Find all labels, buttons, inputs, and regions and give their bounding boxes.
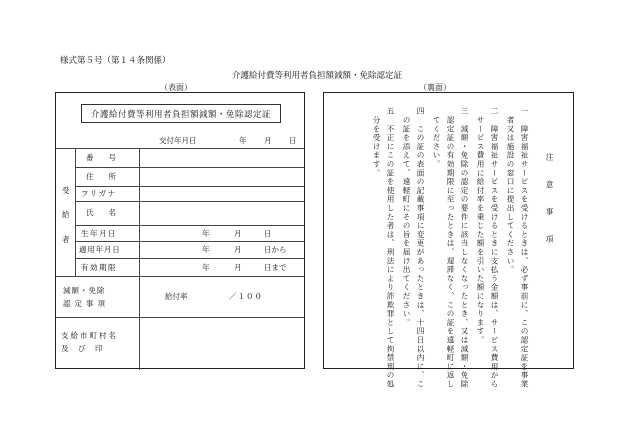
back-caption: （裏面）	[419, 83, 451, 92]
valid-day-until: 日まで	[264, 263, 287, 272]
address-label: 住 所	[86, 172, 116, 181]
payer-label-line2: 及 び 印	[61, 344, 104, 353]
row-line	[56, 276, 304, 277]
valid-month: 月	[234, 263, 242, 272]
name-label: 氏 名	[86, 208, 116, 217]
note-4-line-2: の証を添えて、遠軽町にその旨を届け出てください。	[402, 107, 411, 327]
row-line	[75, 201, 304, 202]
apply-start-label: 適用年月日	[79, 245, 121, 254]
note-1-line-2: 者又は施設の窓口に提出してください。	[506, 107, 515, 275]
birth-year: 年	[202, 229, 210, 238]
birth-month: 月	[234, 229, 242, 238]
issue-year: 年	[239, 136, 247, 145]
note-1-line-1: 一 障害福祉サービスを受けるときは、必ず事前に、この認定証を事業	[520, 107, 529, 389]
recipient-label-1: 受	[62, 186, 70, 195]
note-5-line-1: 五 不正にこの証を使用した者は、刑法により詐欺罪として拘禁刑の処	[386, 107, 395, 389]
valid-until-label: 有効期限	[81, 263, 117, 272]
row-line	[75, 186, 304, 187]
issue-date-label: 交付年月日	[159, 136, 197, 145]
note-2-line-1: 二 障害福祉サービスを受けるときに支払う金額は、サービス費用から	[490, 107, 499, 389]
front-card	[55, 92, 305, 369]
rate-value: ／１００	[229, 292, 263, 301]
valid-year: 年	[202, 263, 210, 272]
apply-year: 年	[202, 245, 210, 254]
note-4-line-1: 四 この証の表面の記載事項に変更があったときは、十四日以内に、こ	[416, 107, 425, 389]
reduction-label-line1: 減額・免除	[63, 286, 106, 295]
certificate-title: 介護給付費等利用者負担額減額・免除認定証	[81, 104, 281, 123]
row-line	[56, 317, 304, 318]
row-line	[75, 258, 304, 259]
front-caption: （表面）	[160, 83, 192, 92]
issue-month: 月	[264, 136, 272, 145]
note-3-line-3: てください。	[432, 107, 441, 169]
form-number: 様式第５号（第１４条関係）	[60, 56, 171, 66]
row-line	[75, 167, 304, 168]
row-line	[75, 241, 304, 242]
note-3-line-2: 認定証の有効期限に至ったときは、遅滞なく、この証を遠軽町に返し	[446, 107, 455, 389]
label-col-line	[139, 148, 140, 370]
reduction-label-line2: 認定事項	[63, 299, 109, 308]
birthdate-label: 生年月日	[81, 229, 117, 238]
issue-day: 日	[289, 136, 297, 145]
row-line	[75, 225, 304, 226]
recipient-label-3: 者	[62, 235, 70, 244]
table-top-line	[56, 148, 304, 149]
note-2-line-2: サービス費用に給付率を乗じた額を引いた額になります。	[476, 107, 485, 345]
furigana-label: フリガナ	[81, 189, 117, 198]
document-title: 介護給付費等利用者負担額減額・免除認定証	[232, 71, 403, 81]
apply-day-from: 日から	[264, 245, 287, 254]
back-card	[323, 92, 574, 389]
number-label: 番 号	[86, 153, 116, 162]
apply-month: 月	[234, 245, 242, 254]
birth-day: 日	[264, 229, 272, 238]
notes-heading: 注 意 事 項	[545, 153, 554, 249]
recipient-label-2: 給	[62, 210, 70, 219]
rate-label: 給付率	[165, 292, 188, 301]
payer-label-line1: 支給市町村名	[61, 331, 118, 340]
note-3-line-1: 三 減額・免除の認定の要件に該当しなくなったとき、又は減額・免除	[460, 107, 469, 389]
note-5-line-2: 分を受けます。	[372, 107, 381, 178]
